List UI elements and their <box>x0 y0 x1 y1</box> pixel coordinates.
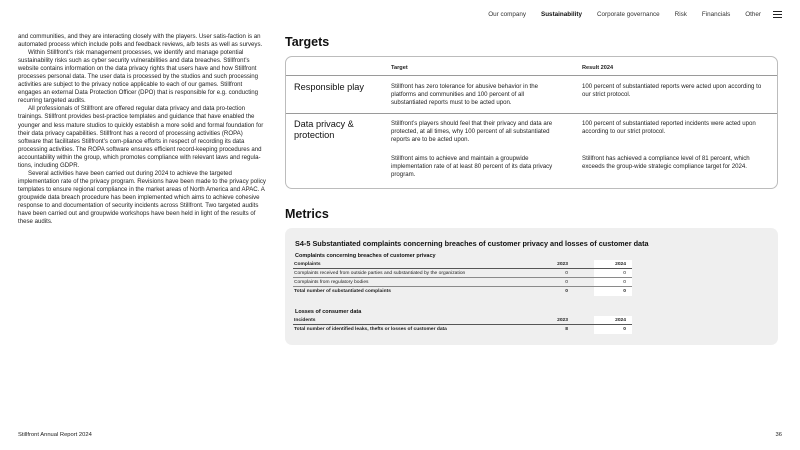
header-divider <box>286 75 777 76</box>
nav-sustainability[interactable]: Sustainability <box>541 11 582 18</box>
paragraph: All professionals of Stillfront are offered regular data privacy and data pro-tection trainings. Stillfront provides best-practice templates and guidance that have enabled the younger and less mature studios to quickly establish a more solid and formal foundation for their data privacy capabilities. Stillfront has a record of processing activities (ROPA) software that facilitates Stillfront’s com-pliance efforts in respect of recording its data processing activities. The ROPA software ensures efficient record-keeping procedures and accountability within the group, which promotes compliance with relevant laws and regula-tions, including GDPR. <box>18 105 264 169</box>
footer-report-title: Stillfront Annual Report 2024 <box>18 432 92 438</box>
row-divider <box>286 113 777 114</box>
total-label: Total number of identified leaks, thefts or losses of customer data <box>294 327 447 332</box>
result-text: 100 percent of substantiated reports were acted upon according to our strict protocol. <box>582 83 762 98</box>
losses-subtitle: Losses of consumer data <box>295 309 362 315</box>
row-label: Complaints received from outside parties and substantiated by the organization <box>294 271 466 276</box>
nav-our-company[interactable]: Our company <box>488 11 527 18</box>
table-row <box>293 269 632 278</box>
header-2024: 2024 <box>615 262 626 267</box>
top-nav <box>473 11 782 18</box>
nav-risk[interactable]: Risk <box>674 11 687 18</box>
nav-corporate-governance[interactable]: Corporate governance <box>596 11 660 18</box>
row-label-responsible-play: Responsible play <box>294 82 364 92</box>
body-text <box>18 33 266 226</box>
metrics-heading: Metrics <box>285 207 329 221</box>
paragraph: Several activities have been carried out during 2024 to achieve the targeted implementation rate of the privacy program. Revisions have been made to the privacy policy templates to ensure regional compliance in the market areas of North America and APAC. A groupwide data breach procedure has been implemented which aims to achieve cohesive response to and documentation of security incidents across Stillfront. Two targeted audits have been carried out and groupwide workshops have been held in light of the results of these audits. <box>18 169 266 226</box>
table-total-row <box>293 325 632 334</box>
table-row <box>293 278 632 287</box>
paragraph: Within Stillfront’s risk management processes, we identify and manage potential sustainability risks such as cyber security vulnerabilities and data breaches. Stillfront’s website contains information on the data privacy rights that users have and how Stillfront processes personal data. The user data is processed by the studios and such processing activities are subject to the privacy notice applicable to each of our games. Stillfront engages an external Data Protection Officer (DPO) that is responsible for e.g. conducting recurring targeted audits. <box>18 49 259 105</box>
header-label: Incidents <box>294 318 316 323</box>
target-text: Stillfront aims to achieve and maintain a groupwide implementation rate of at least 80 percent of its data privacy program. <box>391 155 553 178</box>
row-label-data-privacy: Data privacy & protection <box>294 119 354 140</box>
targets-heading: Targets <box>285 35 330 49</box>
page-number: 36 <box>775 432 782 438</box>
value-2024: 0 <box>623 280 626 285</box>
metrics-panel-title: S4-5 Substantiated complaints concerning breaches of customer privacy and losses of customer data <box>295 239 649 248</box>
table-total-row <box>293 287 632 296</box>
header-2024: 2024 <box>615 318 626 323</box>
target-text: Stillfront’s players should feel that their privacy and data are protected, at all times, why 100 percent of all substantiated reports are to be acted upon. <box>391 120 553 143</box>
result-column-header: Result 2024 <box>582 65 614 71</box>
total-2024: 0 <box>623 327 626 332</box>
complaints-table <box>293 260 632 296</box>
total-label: Total number of substantiated complaints <box>294 289 391 294</box>
header-label: Complaints <box>294 262 321 267</box>
table-header-row <box>293 260 632 269</box>
value-2024: 0 <box>623 271 626 276</box>
header-2023: 2023 <box>557 262 568 267</box>
value-2023: 0 <box>565 271 568 276</box>
value-2023: 0 <box>565 280 568 285</box>
total-2023: 0 <box>565 289 568 294</box>
result-text: 100 percent of substantiated reported incidents were acted upon according to our strict protocol. <box>582 120 756 135</box>
losses-table <box>293 316 632 334</box>
nav-financials[interactable]: Financials <box>701 11 731 18</box>
nav-other[interactable]: Other <box>745 11 761 18</box>
paragraph: and communities, and they are interacting closely with the players. User satis-faction is an automated process which include polls and feedback reviews, a/b tests as well as surveys. <box>18 33 263 49</box>
target-text: Stillfront has zero tolerance for abusive behavior in the platforms and communities and 100 percent of all substantiated reports must to be acted upon. <box>391 83 539 106</box>
hamburger-menu-icon[interactable] <box>773 11 782 18</box>
result-text: Stillfront has achieved a compliance level of 81 percent, which exceeds the group-wide strategic compliance target for 2024. <box>582 155 750 170</box>
row-label: Complaints from regulatory bodies <box>294 280 369 285</box>
total-2023: 8 <box>565 327 568 332</box>
header-2023: 2023 <box>557 318 568 323</box>
complaints-subtitle: Complaints concerning breaches of customer privacy <box>295 253 436 259</box>
total-2024: 0 <box>623 289 626 294</box>
metrics-panel <box>285 228 778 345</box>
target-column-header: Target <box>391 65 408 71</box>
targets-table <box>285 56 778 189</box>
table-header-row <box>293 316 632 325</box>
